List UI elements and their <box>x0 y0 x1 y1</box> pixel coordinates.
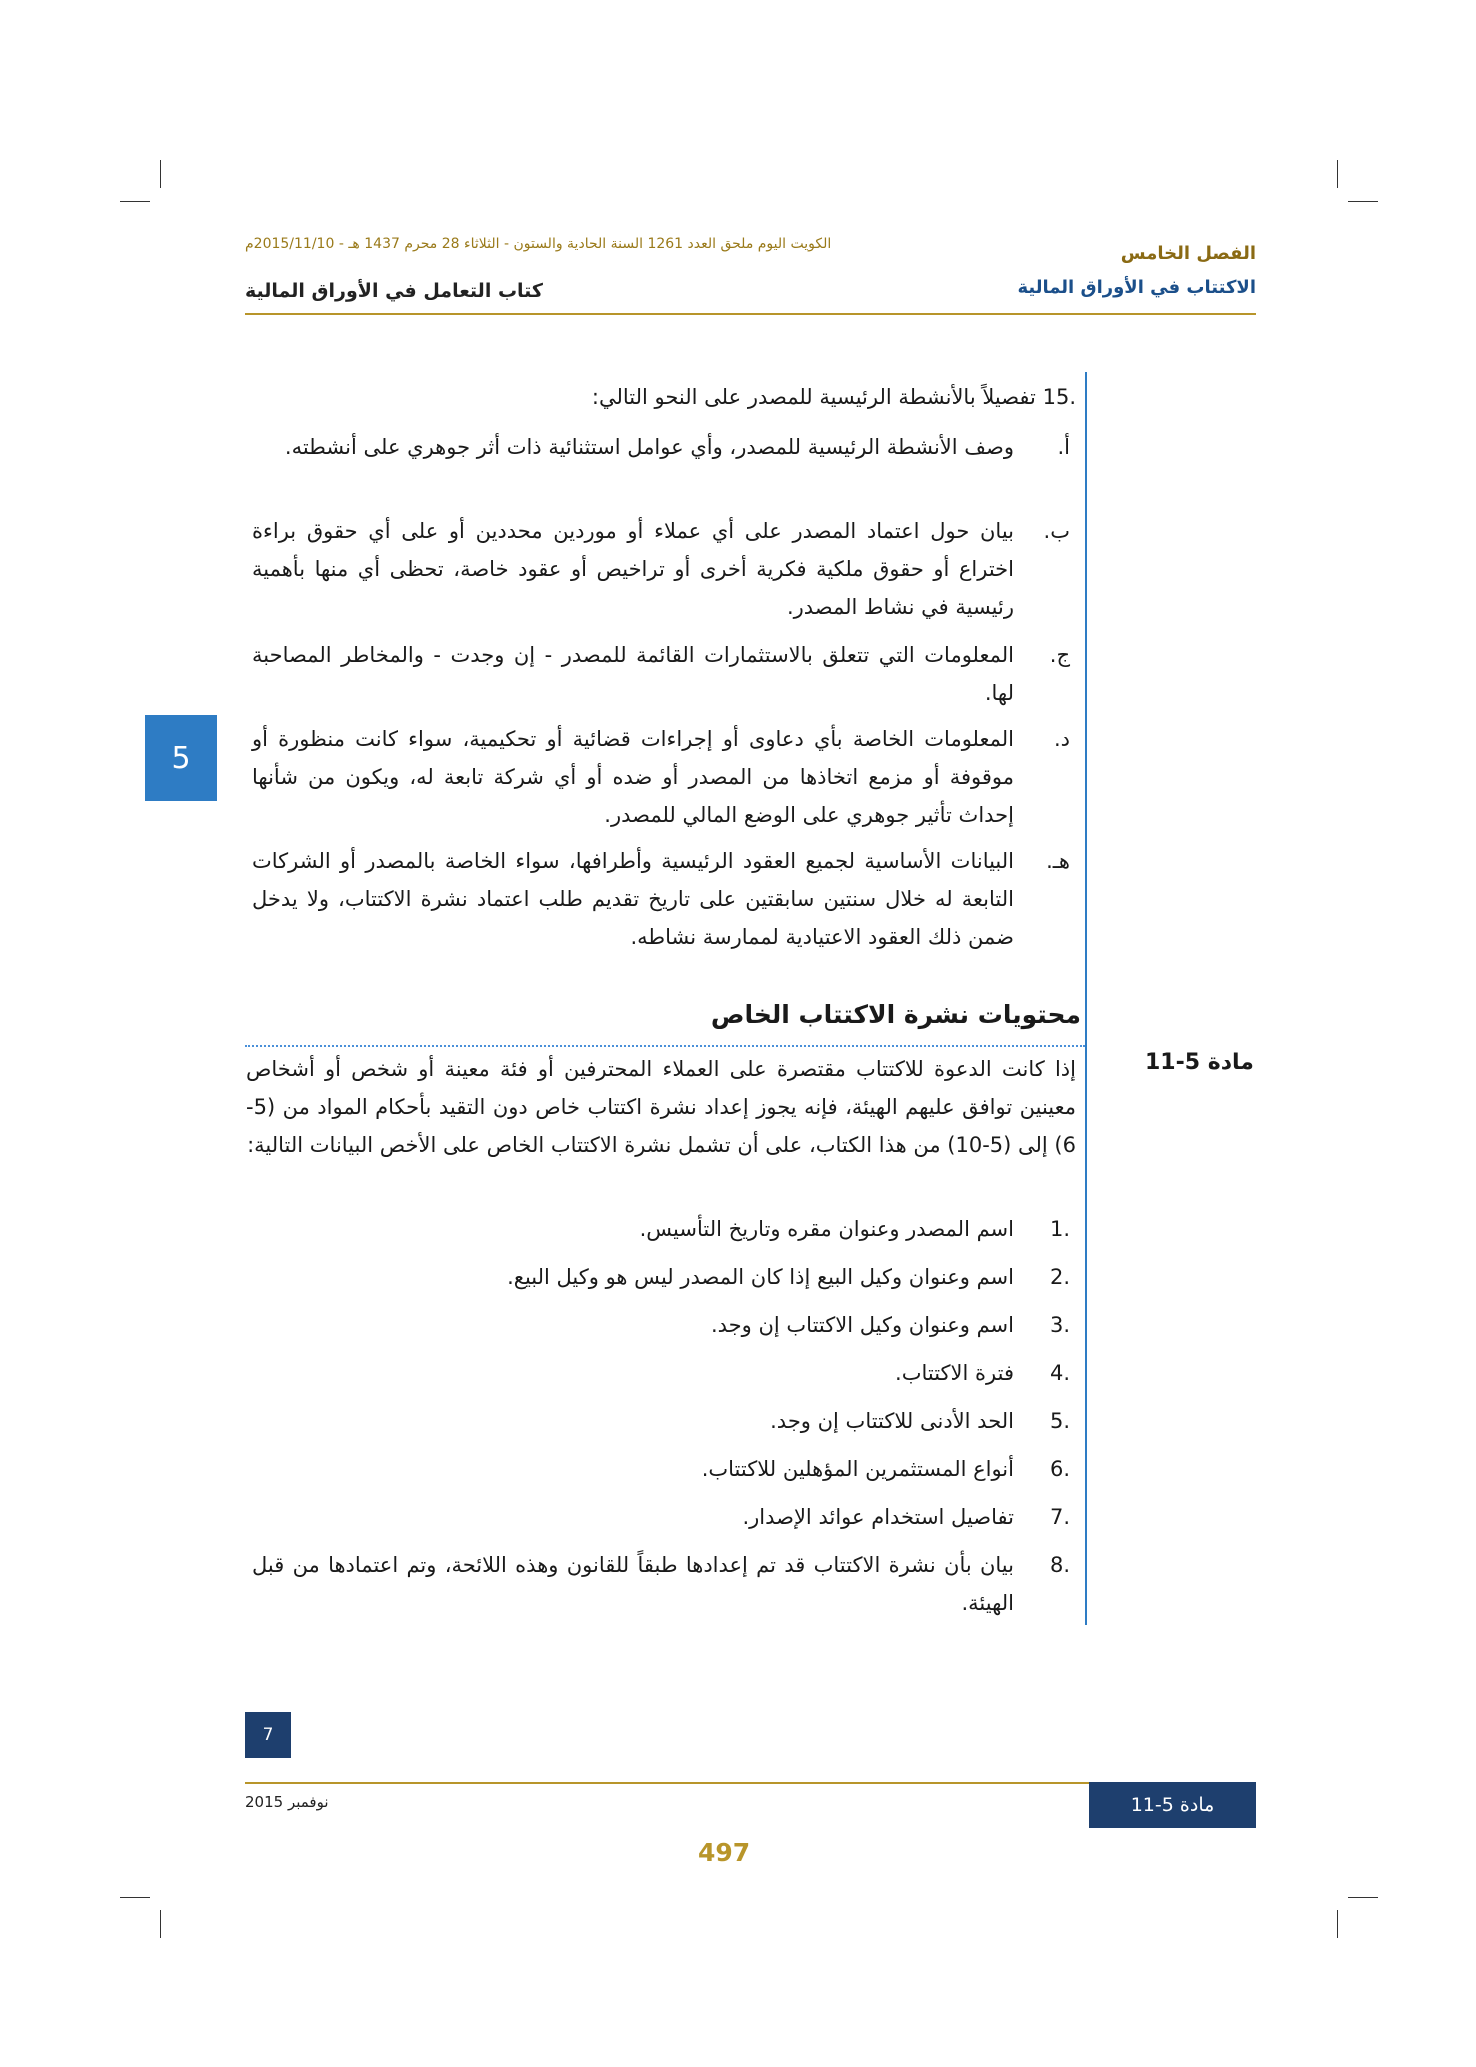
numbered-item <box>252 1306 1070 1344</box>
numbered-item <box>252 1450 1070 1488</box>
crop-mark <box>160 160 161 188</box>
item-marker: ج. <box>1049 643 1070 667</box>
dotted-divider <box>245 1045 1085 1047</box>
crop-mark <box>160 1910 161 1938</box>
numbered-item <box>252 1210 1070 1248</box>
header-rule <box>245 313 1256 315</box>
item-marker: ب. <box>1043 519 1070 543</box>
page-number: 497 <box>698 1838 751 1867</box>
vertical-rule <box>1085 372 1087 1625</box>
item-text: فترة الاكتتاب. <box>895 1361 1014 1385</box>
chapter-subtitle: الاكتتاب في الأوراق المالية <box>1017 277 1256 298</box>
crop-mark <box>1348 201 1378 202</box>
footer-date: نوفمبر 2015 <box>245 1793 329 1811</box>
numbered-item <box>252 1498 1070 1536</box>
item-marker: أ. <box>1057 435 1070 459</box>
crop-mark <box>120 201 150 202</box>
item-marker: د. <box>1053 727 1070 751</box>
crop-mark <box>1337 1910 1338 1938</box>
item-text: بيان حول اعتماد المصدر على أي عملاء أو موردين محددين أو على أي حقوق براءة اختراع أو حقوق ملكية فكرية أخرى أو تراخيص أو عقود خاصة، تحظى أي منها بأهمية رئيسية في نشاط المصدر. <box>252 519 1014 619</box>
crop-mark <box>120 1897 150 1898</box>
item-text: وصف الأنشطة الرئيسية للمصدر، وأي عوامل استثنائية ذات أثر جوهري على أنشطته. <box>284 435 1014 459</box>
numbered-item <box>252 1546 1070 1622</box>
article-label: مادة 5-11 <box>1145 1050 1254 1075</box>
numbered-item <box>252 1402 1070 1440</box>
item-marker: .7 <box>1049 1505 1070 1529</box>
gazette-line: الكويت اليوم ملحق العدد 1261 السنة الحادية والستون - الثلاثاء 28 محرم 1437 هـ - 2015/11/10م <box>245 236 832 252</box>
item-text: تفاصيل استخدام عوائد الإصدار. <box>742 1505 1014 1529</box>
item-marker: .4 <box>1049 1361 1070 1385</box>
item-marker: .6 <box>1049 1457 1070 1481</box>
item-text: المعلومات التي تتعلق بالاستثمارات القائمة للمصدر - إن وجدت - والمخاطر المصاحبة لها. <box>252 643 1014 705</box>
list-item <box>252 428 1070 466</box>
item-text: أنواع المستثمرين المؤهلين للاكتتاب. <box>701 1457 1014 1481</box>
item-text: اسم وعنوان وكيل الاكتتاب إن وجد. <box>710 1313 1014 1337</box>
article-text: إذا كانت الدعوة للاكتتاب مقتصرة على العملاء المحترفين أو فئة معينة أو شخص أو أشخاص معينين توافق عليهم الهيئة، فإنه يجوز إعداد نشرة اكتتاب خاص دون التقيد بأحكام المواد من (5-6) إلى (5-10) من هذا الكتاب، على أن تشمل نشرة الاكتتاب الخاص على الأخص البيانات التالية: <box>246 1057 1076 1157</box>
item-marker: .5 <box>1049 1409 1070 1433</box>
footer-article-tab: مادة 5-11 <box>1089 1782 1256 1828</box>
chapter-side-tab: 5 <box>145 715 217 801</box>
item-text: اسم وعنوان وكيل البيع إذا كان المصدر ليس هو وكيل البيع. <box>507 1265 1014 1289</box>
item-text: المعلومات الخاصة بأي دعاوى أو إجراءات قضائية أو تحكيمية، سواء كانت منظورة أو موقوفة أو مزمع اتخاذها من المصدر أو ضده أو أي شركة تابعة له، ويكون من شأنها إحداث تأثير جوهري على الوضع المالي للمصدر. <box>252 727 1014 827</box>
item-text: اسم المصدر وعنوان مقره وتاريخ التأسيس. <box>639 1217 1014 1241</box>
list-intro: .15 تفصيلاً بالأنشطة الرئيسية للمصدر على النحو التالي: <box>591 385 1076 409</box>
crop-mark <box>1348 1897 1378 1898</box>
item-text: بيان بأن نشرة الاكتتاب قد تم إعدادها طبقاً للقانون وهذه اللائحة، وتم اعتمادها من قبل الهيئة. <box>252 1553 1014 1615</box>
numbered-item <box>252 1354 1070 1392</box>
item-marker: .1 <box>1049 1217 1070 1241</box>
item-text: البيانات الأساسية لجميع العقود الرئيسية وأطرافها، سواء الخاصة بالمصدر أو الشركات التابعة له خلال سنتين سابقتين على تاريخ تقديم طلب اعتماد نشرة الاكتتاب، ولا يدخل ضمن ذلك العقود الاعتيادية لممارسة نشاطه. <box>252 849 1014 949</box>
item-marker: هـ. <box>1046 849 1070 873</box>
list-item <box>252 636 1070 712</box>
item-marker: .8 <box>1049 1553 1070 1577</box>
section-title: محتويات نشرة الاكتتاب الخاص <box>710 1000 1081 1029</box>
book-title: كتاب التعامل في الأوراق المالية <box>245 280 543 302</box>
list-item <box>252 720 1070 834</box>
item-marker: .2 <box>1049 1265 1070 1289</box>
footer-rule <box>245 1782 1089 1784</box>
list-item <box>252 842 1070 956</box>
chapter-title: الفصل الخامس <box>1120 243 1256 264</box>
item-marker: .3 <box>1049 1313 1070 1337</box>
crop-mark <box>1337 160 1338 188</box>
numbered-item <box>252 1258 1070 1296</box>
page-box: 7 <box>245 1712 291 1758</box>
list-item <box>252 512 1070 626</box>
item-text: الحد الأدنى للاكتتاب إن وجد. <box>770 1409 1014 1433</box>
